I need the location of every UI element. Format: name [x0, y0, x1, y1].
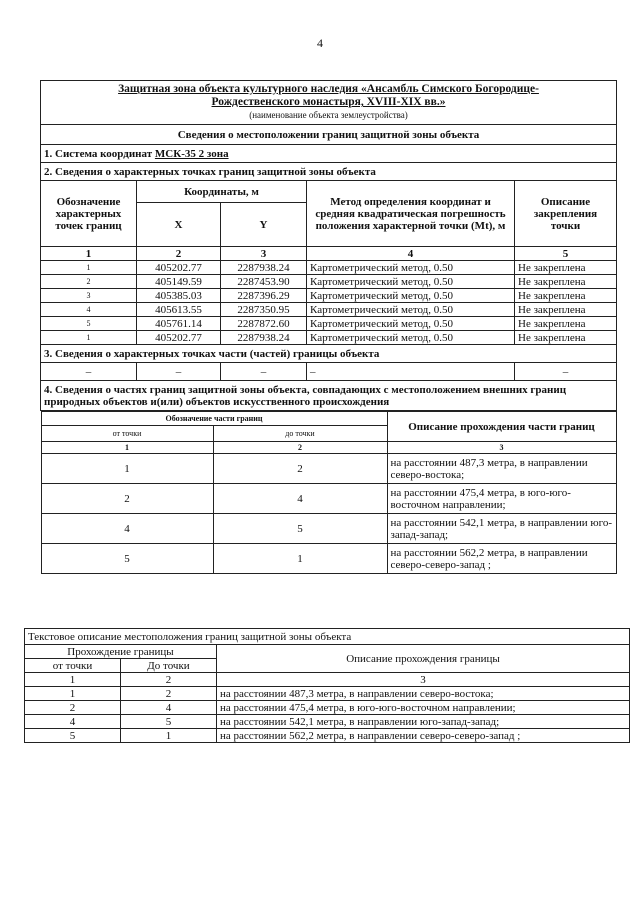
column-number: 1 — [41, 247, 137, 261]
title-caption: (наименование объекта землеустройства) — [249, 110, 408, 120]
coord-y: 2287938.24 — [221, 261, 307, 275]
to-point: 1 — [121, 729, 217, 743]
coord-x: 405385.03 — [137, 289, 221, 303]
subtitle: Сведения о местоположении границ защитной зоны объекта — [41, 125, 617, 145]
method: Картометрический метод, 0.50 — [307, 317, 515, 331]
point-number: 5 — [41, 317, 137, 331]
parts-table — [41, 411, 617, 574]
table-row — [25, 701, 630, 715]
from-point: 1 — [25, 687, 121, 701]
part-description: на расстоянии 487,3 метра, в направлении северо-востока; — [387, 454, 616, 484]
col-x: X — [137, 203, 221, 247]
table-row — [41, 331, 617, 345]
fixing-description: Не закреплена — [515, 303, 617, 317]
coord-y: 2287396.29 — [221, 289, 307, 303]
fixing-description: Не закреплена — [515, 261, 617, 275]
coord-x: 405202.77 — [137, 331, 221, 345]
table-row — [25, 715, 630, 729]
to-point: 5 — [121, 715, 217, 729]
coord-x: 405202.77 — [137, 261, 221, 275]
column-number-row — [41, 442, 616, 454]
coord-y: 2287453.90 — [221, 275, 307, 289]
table-row — [41, 261, 617, 275]
boundary-info-table — [40, 80, 617, 574]
point-number: 1 — [41, 261, 137, 275]
table-row — [25, 729, 630, 743]
coord-x: 405761.14 — [137, 317, 221, 331]
passage-description: на расстоянии 475,4 метра, в юго-юго-восточном направлении; — [217, 701, 630, 715]
to-point: 4 — [213, 484, 387, 514]
method: Картометрический метод, 0.50 — [307, 303, 515, 317]
from-point: 2 — [41, 484, 213, 514]
coord-y: 2287872.60 — [221, 317, 307, 331]
from-point: 2 — [25, 701, 121, 715]
coord-y: 2287350.95 — [221, 303, 307, 317]
col-part-description: Описание прохождения части границ — [387, 412, 616, 442]
part-description: на расстоянии 542,1 метра, в направлении юго-запад-запад; — [387, 514, 616, 544]
column-number-row — [25, 673, 630, 687]
col-from-point: от точки — [25, 659, 121, 673]
fixing-description: Не закреплена — [515, 275, 617, 289]
to-point: 2 — [121, 687, 217, 701]
method: Картометрический метод, 0.50 — [307, 331, 515, 345]
col-method: Метод определения координат и средняя квадратическая погрешность положения характерной точки (Mt), м — [307, 181, 515, 247]
column-number: 3 — [217, 673, 630, 687]
point-number: 1 — [41, 331, 137, 345]
method: Картометрический метод, 0.50 — [307, 289, 515, 303]
section-3-heading: 3. Сведения о характерных точках части (частей) границы объекта — [41, 345, 617, 363]
fixing-description: Не закреплена — [515, 331, 617, 345]
table-row — [41, 289, 617, 303]
from-point: 5 — [41, 544, 213, 574]
column-number: 5 — [515, 247, 617, 261]
method: Картометрический метод, 0.50 — [307, 261, 515, 275]
column-number: 1 — [41, 442, 213, 454]
col-from-point: от точки — [41, 426, 213, 442]
col-y: Y — [221, 203, 307, 247]
table-row — [41, 303, 617, 317]
col-part-designation: Обозначение части границ — [41, 412, 387, 426]
text-description-table — [24, 628, 630, 743]
col-to-point: до точки — [213, 426, 387, 442]
column-number: 3 — [387, 442, 616, 454]
table-row — [41, 317, 617, 331]
to-point: 2 — [213, 454, 387, 484]
table-row — [41, 454, 616, 484]
col-passage: Прохождение границы — [25, 645, 217, 659]
dash-cell: – — [307, 363, 515, 381]
section-1-label: 1. Система координат — [44, 147, 155, 160]
coord-x: 405149.59 — [137, 275, 221, 289]
from-point: 5 — [25, 729, 121, 743]
method: Картометрический метод, 0.50 — [307, 275, 515, 289]
document-title-row — [41, 81, 617, 125]
part-description: на расстоянии 475,4 метра, в юго-юго-восточном направлении; — [387, 484, 616, 514]
coordinate-system-value: МСК-35 2 зона — [154, 147, 229, 160]
table-row — [41, 514, 616, 544]
from-point: 4 — [25, 715, 121, 729]
column-number: 2 — [137, 247, 221, 261]
document-title — [41, 81, 617, 125]
to-point: 5 — [213, 514, 387, 544]
to-point: 4 — [121, 701, 217, 715]
to-point: 1 — [213, 544, 387, 574]
column-number: 2 — [121, 673, 217, 687]
from-point: 4 — [41, 514, 213, 544]
col-description: Описание закрепления точки — [515, 181, 617, 247]
table-row — [41, 544, 616, 574]
dash-cell: – — [515, 363, 617, 381]
table-row — [25, 687, 630, 701]
dash-cell: – — [137, 363, 221, 381]
point-number: 3 — [41, 289, 137, 303]
text-table-title: Текстовое описание местоположения границ защитной зоны объекта — [25, 629, 630, 645]
col-to-point: До точки — [121, 659, 217, 673]
fixing-description: Не закреплена — [515, 317, 617, 331]
coord-y: 2287938.24 — [221, 331, 307, 345]
dash-cell: – — [221, 363, 307, 381]
dash-row — [41, 363, 617, 381]
col-designation: Обозначение характерных точек границ — [41, 181, 137, 247]
passage-description: на расстоянии 562,2 метра, в направлении северо-северо-запад ; — [217, 729, 630, 743]
dash-cell: – — [41, 363, 137, 381]
page-number: 4 — [317, 36, 323, 50]
passage-description: на расстоянии 542,1 метра, в направлении юго-запад-запад; — [217, 715, 630, 729]
col-passage-description: Описание прохождения границы — [217, 645, 630, 673]
point-number: 4 — [41, 303, 137, 317]
point-number: 2 — [41, 275, 137, 289]
fixing-description: Не закреплена — [515, 289, 617, 303]
from-point: 1 — [41, 454, 213, 484]
title-line-1: Защитная зона объекта культурного наследия «Ансамбль Симского Богородице- — [118, 83, 539, 95]
section-coordinate-system — [41, 145, 617, 163]
column-number: 2 — [213, 442, 387, 454]
passage-description: на расстоянии 487,3 метра, в направлении северо-востока; — [217, 687, 630, 701]
part-description: на расстоянии 562,2 метра, в направлении северо-северо-запад ; — [387, 544, 616, 574]
col-coordinates: Координаты, м — [137, 181, 307, 203]
title-line-2: Рождественского монастыря, XVIII-XIX вв.» — [211, 96, 446, 108]
column-number: 1 — [25, 673, 121, 687]
table-row — [41, 275, 617, 289]
column-number: 4 — [307, 247, 515, 261]
section-4-heading: 4. Сведения о частях границ защитной зоны объекта, совпадающих с местоположением внешних границ природных объектов и(или) объектов искусственного происхождения — [41, 381, 617, 411]
coord-x: 405613.55 — [137, 303, 221, 317]
column-number: 3 — [221, 247, 307, 261]
column-number-row — [41, 247, 617, 261]
table-row — [41, 484, 616, 514]
section-2-heading: 2. Сведения о характерных точках границ защитной зоны объекта — [41, 163, 617, 181]
